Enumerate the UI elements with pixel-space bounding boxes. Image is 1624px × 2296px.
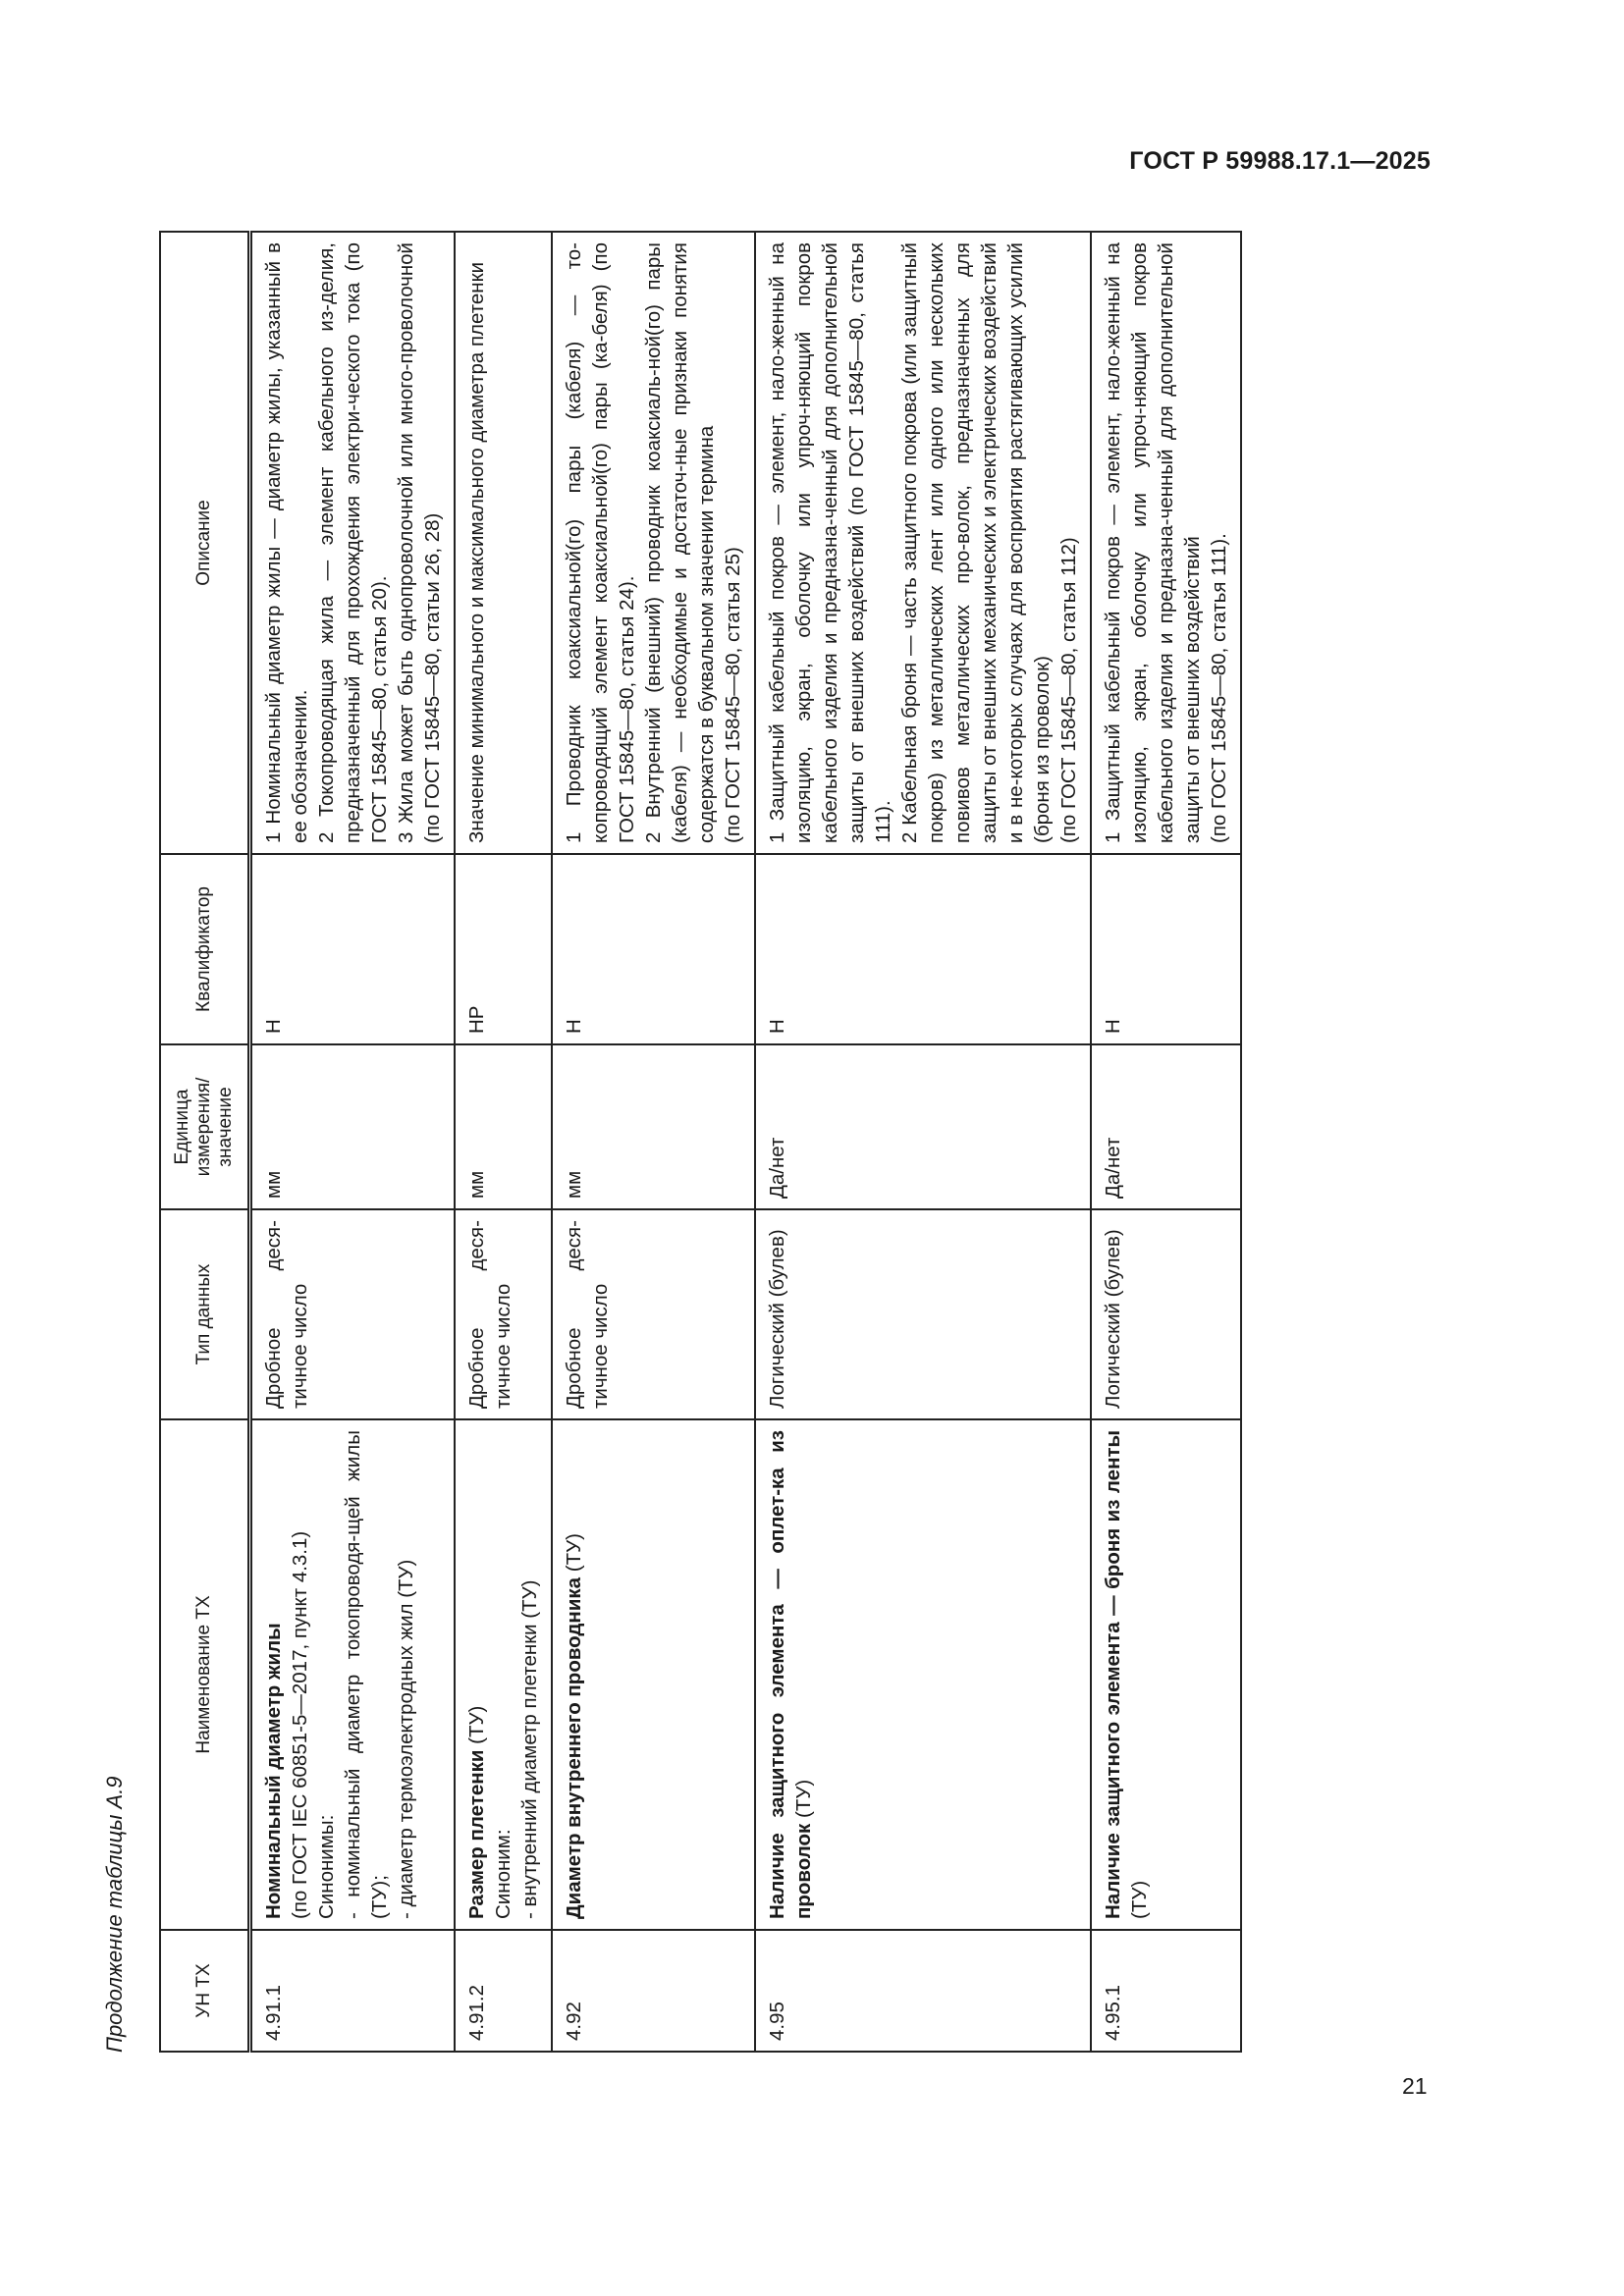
unit-text: мм: [465, 1170, 488, 1199]
col-header-unit: Единица измерения/ значение: [160, 1044, 250, 1209]
name-suffix: (ТУ): [563, 1533, 585, 1577]
cell-id-text: 4.92: [563, 2002, 585, 2041]
table-header-row: [160, 232, 250, 2052]
table-row: [1091, 232, 1241, 2052]
cell-type: [755, 1209, 1091, 1419]
cell-unit: [755, 1044, 1091, 1209]
cell-type: [552, 1209, 755, 1419]
col-header-type: Тип данных: [160, 1209, 250, 1419]
unit-text: мм: [262, 1170, 285, 1199]
name-bold: Диаметр внутреннего проводника: [563, 1576, 585, 1919]
description-line: (по ГОСТ 15845—80, статья 25): [722, 547, 744, 843]
unit-text: мм: [563, 1170, 585, 1199]
cell-qualifier: [552, 854, 755, 1044]
cell-name: [1091, 1419, 1241, 1930]
name-title: [463, 1430, 490, 1919]
cell-description: [1091, 232, 1241, 854]
cell-id-text: 4.91.2: [465, 1985, 488, 2041]
name-title: [764, 1430, 817, 1919]
rotated-table-region: [102, 233, 1418, 2053]
cell-id: [455, 1930, 552, 2052]
cell-unit: [455, 1044, 552, 1209]
type-text: Дробное деся-тичное число: [262, 1220, 311, 1409]
name-suffix: (ТУ): [465, 1705, 488, 1750]
cell-id: [552, 1930, 755, 2052]
name-line: - номинальный диаметр токопроводя-щей жилы (ТУ);: [342, 1430, 391, 1919]
cell-qualifier: [755, 854, 1091, 1044]
cell-name: [250, 1419, 456, 1930]
cell-name: [755, 1419, 1091, 1930]
cell-qualifier: [455, 854, 552, 1044]
col-header-name: Наименование ТХ: [160, 1419, 250, 1930]
cell-id: [1091, 1930, 1241, 2052]
name-line: Синоним:: [492, 1829, 514, 1919]
description-line: 2 Внутренний (внешний) проводник коаксиаль-ной(го) пары (кабеля) — необходимые и достаточ-ные признаки понятия содержатся в буквальном значении термина: [642, 242, 718, 843]
cell-unit: [1091, 1044, 1241, 1209]
col-header-description: Описание: [160, 232, 250, 854]
col-header-qualifier: Квалификатор: [160, 854, 250, 1044]
table-wrapper: [102, 233, 1418, 2053]
cell-id-text: 4.91.1: [262, 1985, 285, 2041]
cell-description: [552, 232, 755, 854]
name-title: [260, 1430, 287, 1919]
cell-type: [455, 1209, 552, 1419]
qualifier-text: Н: [262, 1019, 285, 1034]
name-suffix: (ТУ): [792, 1779, 815, 1824]
cell-id: [250, 1930, 456, 2052]
name-line: Синонимы:: [315, 1814, 338, 1919]
description-line: 1 Защитный кабельный покров — элемент, нало-женный на изоляцию, экран, оболочку или упроч-няющий покров кабельного изделия и предназна-ченный для дополнительной защиты от внешних воздействий (по ГОСТ 15845—80, статья 111).: [766, 242, 894, 843]
name-bold: Наличие защитного элемента — оплет-ка из проволок: [766, 1430, 815, 1919]
table-caption: Продолжение таблицы А.9: [102, 1776, 127, 2053]
description-line: 3 Жила может быть однопроволочной или много-проволочной (по ГОСТ 15845—80, статьи 26, 28): [395, 242, 444, 843]
cell-id-text: 4.95: [766, 2002, 788, 2041]
description-line: 1 Номинальный диаметр жилы — диаметр жилы, указанный в ее обозначении.: [262, 242, 311, 843]
description-line: 2 Токопроводящая жила — элемент кабельного из-делия, предназначенный для прохождения электри-ческого тока (по ГОСТ 15845—80, статья 20).: [315, 242, 391, 843]
name-suffix: (ТУ): [1128, 1880, 1151, 1919]
cell-description: [455, 232, 552, 854]
cell-unit: [552, 1044, 755, 1209]
table-row: [250, 232, 456, 2052]
description-line: (по ГОСТ 15845—80, статья 111).: [1208, 533, 1230, 843]
cell-id-text: 4.95.1: [1102, 1985, 1124, 2041]
name-line: (по ГОСТ IEC 60851-5—2017, пункт 4.3.1): [289, 1530, 311, 1919]
cell-qualifier: [1091, 854, 1241, 1044]
name-bold: Номинальный диаметр жилы: [262, 1623, 285, 1919]
unit-text: Да/нет: [1102, 1137, 1124, 1199]
table-row: [455, 232, 552, 2052]
page-number: 21: [1402, 2073, 1428, 2099]
cell-description: [755, 232, 1091, 854]
cell-unit: [250, 1044, 456, 1209]
cell-description: [250, 232, 456, 854]
qualifier-text: Н: [766, 1019, 788, 1034]
cell-name: [552, 1419, 755, 1930]
type-text: Логический (булев): [766, 1229, 788, 1409]
cell-qualifier: [250, 854, 456, 1044]
name-bold: Наличие защитного элемента — броня из ленты: [1102, 1430, 1124, 1919]
name-title: [561, 1430, 587, 1919]
description-line: 1 Защитный кабельный покров — элемент, нало-женный на изоляцию, экран, оболочку или упроч-няющий покров кабельного изделия и предназна-ченный для дополнительной защиты от внешних воздействий: [1102, 242, 1204, 843]
qualifier-text: Н: [563, 1019, 585, 1034]
col-header-id: УН ТХ: [160, 1930, 250, 2052]
description-line: Значение минимального и максимального диаметра плетенки: [465, 261, 488, 843]
table-row: [755, 232, 1091, 2052]
type-text: Дробное деся-тичное число: [563, 1220, 612, 1409]
description-line: (по ГОСТ 15845—80, статья 112): [1057, 537, 1080, 843]
table-row: [552, 232, 755, 2052]
cell-id: [755, 1930, 1091, 2052]
qualifier-text: НР: [465, 1005, 488, 1034]
unit-text: Да/нет: [766, 1137, 788, 1199]
type-text: Логический (булев): [1102, 1229, 1124, 1409]
name-line: - диаметр термоэлектродных жил (ТУ): [395, 1559, 417, 1919]
cell-type: [1091, 1209, 1241, 1419]
document-code: ГОСТ Р 59988.17.1—2025: [1129, 147, 1431, 175]
cell-type: [250, 1209, 456, 1419]
name-title: [1100, 1430, 1153, 1919]
characteristics-table: [159, 231, 1242, 2053]
type-text: Дробное деся-тичное число: [465, 1220, 514, 1409]
name-bold: Размер плетенки: [465, 1749, 488, 1919]
description-line: 2 Кабельная броня — часть защитного покрова (или защитный покров) из металлических лент или одного или нескольких повивов металлических про-волок, предназначенных для защиты от внешних механических и электрических воздействий и в не-которых случаях для восприятия растягивающих усилий (броня из проволок): [898, 242, 1054, 843]
name-line: - внутренний диаметр плетенки (ТУ): [518, 1579, 541, 1919]
description-line: 1 Проводник коаксиальной(го) пары (кабеля) — то-копроводящий элемент коаксиальной(го) пары (ка-беля) (по ГОСТ 15845—80, статья 24).: [563, 242, 638, 843]
qualifier-text: Н: [1102, 1019, 1124, 1034]
cell-name: [455, 1419, 552, 1930]
